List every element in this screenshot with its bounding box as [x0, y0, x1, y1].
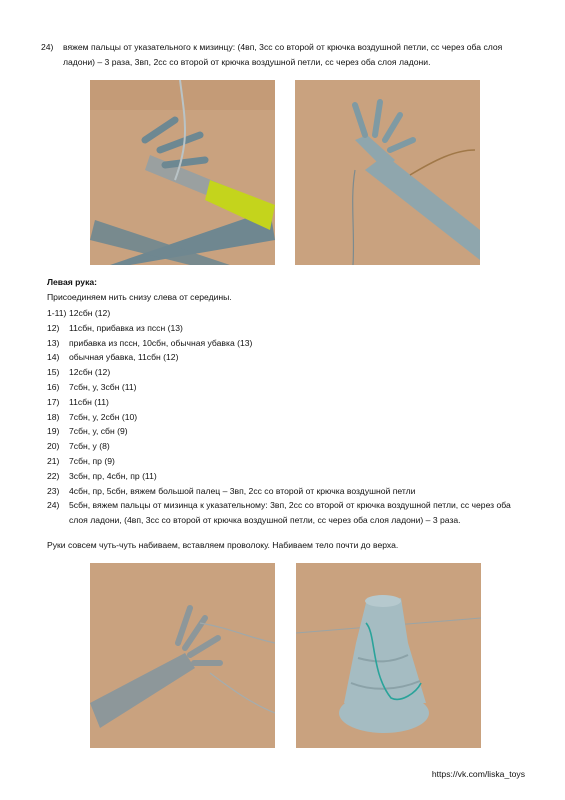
row-number: 23): [47, 485, 60, 496]
row-number: 21): [47, 455, 60, 466]
row-text: 7сбн, у, 2сбн (10): [69, 411, 138, 422]
pattern-row: [47, 365, 527, 380]
step-number: 24): [41, 42, 54, 52]
row-text: 7сбн, пр (9): [69, 455, 115, 466]
row-number: 19): [47, 426, 60, 437]
row-text: 12сбн (12): [69, 367, 111, 378]
row-number: 12): [47, 322, 60, 333]
photo-stuffed-body: [296, 563, 481, 748]
row-number: 24): [47, 500, 60, 511]
row-text: 5сбн, вяжем пальцы от мизинца к указательному: 3вп, 2сс со второй от крючка воздушной петли, сс через оба слоя ладони, (4вп, 3сс со второй от крючка воздушной петли, сс через оба слоя ладони) – 3 раза.: [69, 500, 511, 526]
pattern-row: [47, 454, 527, 469]
row-text: 11сбн (11): [69, 396, 109, 407]
pattern-rows: [47, 306, 527, 528]
row-text: прибавка из пссн, 10сбн, обычная убавка (13): [69, 337, 253, 348]
photo-finished-arm: [90, 563, 275, 748]
pattern-row: [47, 306, 527, 321]
row-text: обычная убавка, 11сбн (12): [69, 352, 179, 363]
row-text: 4сбн, пр, 5сбн, вяжем большой палец – 3вп, 2сс со второй от крючка воздушной петли: [69, 485, 416, 496]
pattern-row: [47, 410, 527, 425]
closing-note: Руки совсем чуть-чуть набиваем, вставляем проволоку. Набиваем тело почти до верха.: [47, 540, 399, 550]
pattern-row: [47, 469, 527, 484]
row-number: 1-11): [47, 308, 67, 318]
row-number: 13): [47, 337, 60, 348]
row-text: 7сбн, у, сбн (9): [69, 426, 128, 437]
pattern-row: [47, 498, 527, 528]
section-title: Левая рука:: [47, 277, 98, 287]
photo-arm-fingers: [295, 80, 480, 265]
step-text: вяжем пальцы от указательного к мизинцу: (4вп, 3сс со второй от крючка воздушной петли, сс через оба слоя ладони) – 3 раза, 3вп, 2сс со второй от крючка воздушной петли, сс через оба слоя ладони.: [63, 42, 503, 67]
row-number: 22): [47, 470, 60, 481]
row-text: 7сбн, у, 3сбн (11): [69, 381, 137, 392]
row-number: 20): [47, 441, 60, 452]
step-24-fingers-right: [41, 40, 531, 70]
row-text: 3сбн, пр, 4сбн, пр (11): [69, 470, 157, 481]
row-number: 14): [47, 352, 60, 363]
pattern-row: [47, 439, 527, 454]
pattern-row: [47, 380, 527, 395]
pattern-row: [47, 350, 527, 365]
pattern-row: [47, 321, 527, 336]
row-number: 16): [47, 381, 60, 392]
pattern-row: [47, 336, 527, 351]
pattern-row: [47, 484, 527, 499]
row-number: 15): [47, 367, 60, 378]
pattern-row: [47, 395, 527, 410]
row-text: 11сбн, прибавка из пссн (13): [69, 322, 183, 333]
row-text: 7сбн, у (8): [69, 441, 110, 452]
row-number: 18): [47, 411, 60, 422]
row-number: 17): [47, 396, 60, 407]
section-intro: Присоединяем нить снизу слева от середины.: [47, 292, 232, 302]
row-text: 12сбн (12): [69, 308, 111, 318]
photo-hook-fingers: [90, 80, 275, 265]
footer-url: https://vk.com/liska_toys: [431, 769, 525, 779]
pattern-row: [47, 424, 527, 439]
